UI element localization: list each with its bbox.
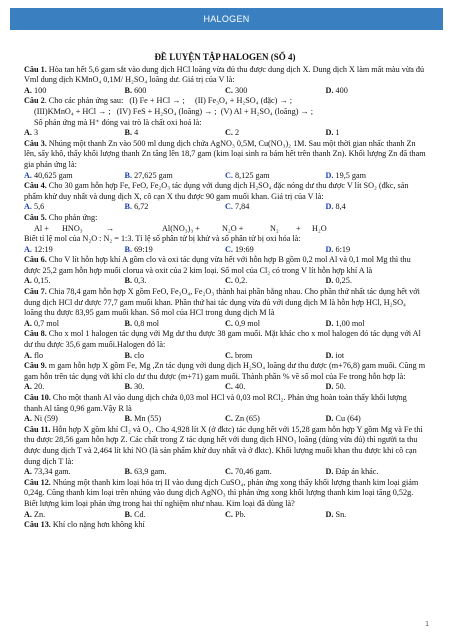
page-number: 1: [425, 621, 429, 628]
option-a: A. Zn.: [24, 509, 46, 519]
question-2-reactions: (III)KMnO₄ + HCl → ; (IV) FeS + H₂SO₄ (loãng) → ; (V) Al + H₂SO₄ (loãng) → ;: [34, 106, 313, 116]
option-d: D. 1: [325, 128, 340, 138]
option-d: D. Cu (64): [325, 414, 361, 424]
question-5-options: [24, 245, 426, 256]
question-10-options: [24, 414, 426, 425]
option-b: B. 0,3.: [124, 276, 147, 286]
option-c: C. 70,46 gam.: [225, 467, 272, 477]
option-b: B. 27,625 gam: [124, 170, 173, 180]
option-a: A. flo: [24, 350, 44, 360]
question-13: Câu 13. Khí clo nặng hơn không khí: [24, 520, 145, 530]
option-b: B. 0,8 mol: [124, 318, 160, 328]
option-a: A. Ni (59): [24, 414, 58, 424]
header-bar: [10, 8, 443, 30]
question-7-options: [24, 319, 426, 330]
option-c: C. 0,9 mol: [225, 318, 261, 328]
option-a: A. 3: [24, 128, 39, 138]
option-a: A. 40,625 gam: [24, 170, 73, 180]
question-11: Câu 11. Hỗn hợp X gồm khí Cl₂ và O₂. Cho 4,928 lít X (ở đktc) tác dụng hết với 15,28 gam hỗn hợp Y gồm Mg và Fe thì thu được 28,56 gam hỗn hợp Z. Các chất trong Z tác dụng hết với dung dịch HNO₃ loãng (dùng vừa đủ) thì người ta thu được dung dịch T và 2,464 lít khí NO (là sản phẩm khử duy nhất và ở đktc). Khối lượng muối khan thu được khi cô cạn dung dịch T là:: [24, 424, 423, 466]
question-3-options: [24, 171, 426, 182]
question-5-equation: Al + HNO₃ → Al(NO₃)₃ + N₂O + N₂ + H₂O: [34, 223, 327, 233]
question-8-options: [24, 351, 426, 362]
question-2-options: [24, 128, 426, 139]
option-d: D. Đáp án khác.: [325, 467, 379, 477]
question-4-options: [24, 202, 426, 213]
option-d: D. 400: [325, 85, 348, 95]
question-4: Câu 4. Cho 30 gam hỗn hợp Fe, FeO, Fe₂O₃ tác dụng với dung dịch H₂SO₄ đặc nóng dư thu được V lít SO₂ (đkc, sản phẩm khử duy nhất và dung dịch X, cô cạn X thu được 90 gam muối khan. Giá trị của V là:: [24, 181, 409, 201]
option-d: D. 0,25.: [325, 276, 352, 286]
question-7: Câu 7. Chia 78,4 gam hỗn hợp X gồm FeO, Fe₃O₄, Fe₂O₃ thành hai phần bằng nhau. Cho phần thứ nhất tác dụng hết với dung dịch HCl dư được 77,7 gam muối khan. Phần thứ hai tác dụng vừa đủ với dung dịch M là hỗn hợp HCl, H₂SO₄ loãng thu được 83,95 gam muối khan. Số mol của HCl trong dung dịch M là: [24, 287, 420, 318]
question-9: Câu 9. m gam hỗn hợp X gồm Fe, Mg ,Zn tác dụng với dung dịch H₂SO₄ loãng dư thu được (m+76,8) gam muối. Cũng m gam hỗn trên tác dụng với khí clo dư thu được (m+71) gam muối. Thành phần % về số mol của Fe trong hỗn hợp là:: [24, 361, 426, 381]
question-10: Câu 10. Cho một thanh Al vào dung dịch chứa 0,03 mol HCl và 0,03 mol RCl₂. Phản ứng hoàn toàn thấy khối lượng thanh Al tăng 0,96 gam.Vậy R là: [24, 393, 407, 413]
option-c: C. 8,125 gam: [225, 170, 270, 180]
question-6: Câu 6. Cho V lít hỗn hợp khí A gồm clo và oxi tác dụng vừa hết với hỗn hợp B gồm 0,2 mol Al và 0,1 mol Mg thì thu được 25,2 gam hỗn hợp muối clorua và oxit của 2 kim loại. Số mol của Cl₂ có trong V lít hỗn hợp khí A là: [24, 255, 411, 275]
question-12-options: [24, 510, 426, 521]
option-d: D. iot: [325, 350, 345, 360]
question-11-options: [24, 467, 426, 478]
option-a: A. 100: [24, 85, 47, 95]
option-d: D. Sn.: [325, 509, 347, 519]
question-5: Câu 5. Cho phản ứng:: [24, 212, 98, 222]
option-c: C. 300: [225, 85, 248, 95]
option-c: C. 0,2.: [225, 276, 248, 286]
question-6-options: [24, 276, 426, 287]
option-d: D. 6:19: [325, 244, 351, 254]
option-d: D. 19,5 gam: [325, 170, 366, 180]
option-a: A. 20.: [24, 382, 45, 392]
option-b: B. 600: [124, 85, 147, 95]
option-a: A. 0,15.: [24, 276, 51, 286]
option-c: C. 2: [225, 128, 240, 138]
question-3: Câu 3. Nhúng một thanh Zn vào 500 ml dung dịch chứa AgNO₃ 0,5M, Cu(NO₃)₂ 1M. Sau một thời gian nhấc thanh Zn lên, sấy khô, thấy khối lượng thanh Zn tăng lên 18,7 gam (kim loại sinh ra bám hết trên thanh Zn). Khối lượng Zn đã tham gia phản ứng là:: [24, 138, 426, 169]
question-8: Câu 8. Cho x mol 1 halogen tác dụng với Mg dư thu được 38 gam muối. Mặt khác cho x mol halogen đó tác dụng với Al dư thu được 35,6 gam muối.Halogen đó là:: [24, 329, 421, 350]
option-c: C. Zn (65): [225, 414, 260, 424]
question-2-prompt: Số phản ứng mà H⁺ đóng vai trò là chất oxi hoá là:: [34, 117, 202, 127]
option-a: A. 0,7 mol: [24, 318, 60, 328]
question-5-prompt: Biết tỉ lệ mol của N₂O : N₂ = 1:3. Tỉ lệ số phân tử bị khử và số phân tử bị oxi hóa là:: [24, 234, 301, 244]
option-a: A. 73,34 gam.: [24, 467, 71, 477]
option-b: B. 69:19: [124, 244, 153, 254]
header-title: HALOGEN: [203, 14, 250, 24]
option-c: C. Pb.: [225, 509, 246, 519]
question-1: Câu 1. Hòa tan hết 5,6 gam sắt vào dung dịch HCl loãng vừa đủ thu được dung dịch X. Dung dịch X làm mất màu vừa đủ Vml dung dịch KMnO₄ 0,1M/ H₂SO₄ loãng dư. Giá trị của V là:: [24, 64, 425, 85]
document-title: ĐỀ LUYỆN TẬP HALOGEN (SỐ 4): [154, 52, 296, 62]
option-b: B. Mn (55): [124, 414, 162, 424]
option-c: C. 19:69: [225, 244, 254, 254]
option-c: C. brom: [225, 350, 253, 360]
option-c: C. 40.: [225, 382, 246, 392]
option-b: B. 4: [124, 128, 139, 138]
option-b: B. 30.: [124, 382, 145, 392]
option-d: D. 50.: [325, 382, 346, 392]
option-b: B. 6,72: [124, 202, 149, 212]
option-d: D. 1,00 mol: [325, 318, 365, 328]
question-1-options: [24, 86, 426, 97]
option-d: D. 8,4: [325, 202, 346, 212]
question-12: Câu 12. Nhúng một thanh kim loại hóa trị II vào dung dịch CuSO₄, phản ứng xong thấy khối lượng thanh kim loại giảm 0,24g. Cũng thanh kim loại trên nhúng vào dung dịch AgNO₃ thì phản ứng xong khối lượng thanh kim loại tăng 0,52g. Biết lượng kim loại phản ứng trong hai thí nghiệm như nhau. Kim loại đã dùng là?: [24, 477, 419, 508]
option-a: A. 5,6: [24, 202, 45, 212]
option-b: B. Cd.: [124, 509, 146, 519]
question-2: Câu 2. Cho các phản ứng sau: (I) Fe + HCl → ; (II) Fe₃O₄ + H₂SO₄ (đặc) → ;: [24, 96, 292, 106]
option-b: B. clo: [124, 350, 145, 360]
document-body: [24, 52, 426, 531]
option-b: B. 63,9 gam.: [124, 467, 167, 477]
option-a: A. 12:19: [24, 244, 53, 254]
question-9-options: [24, 382, 426, 393]
option-c: C. 7,84: [225, 202, 250, 212]
